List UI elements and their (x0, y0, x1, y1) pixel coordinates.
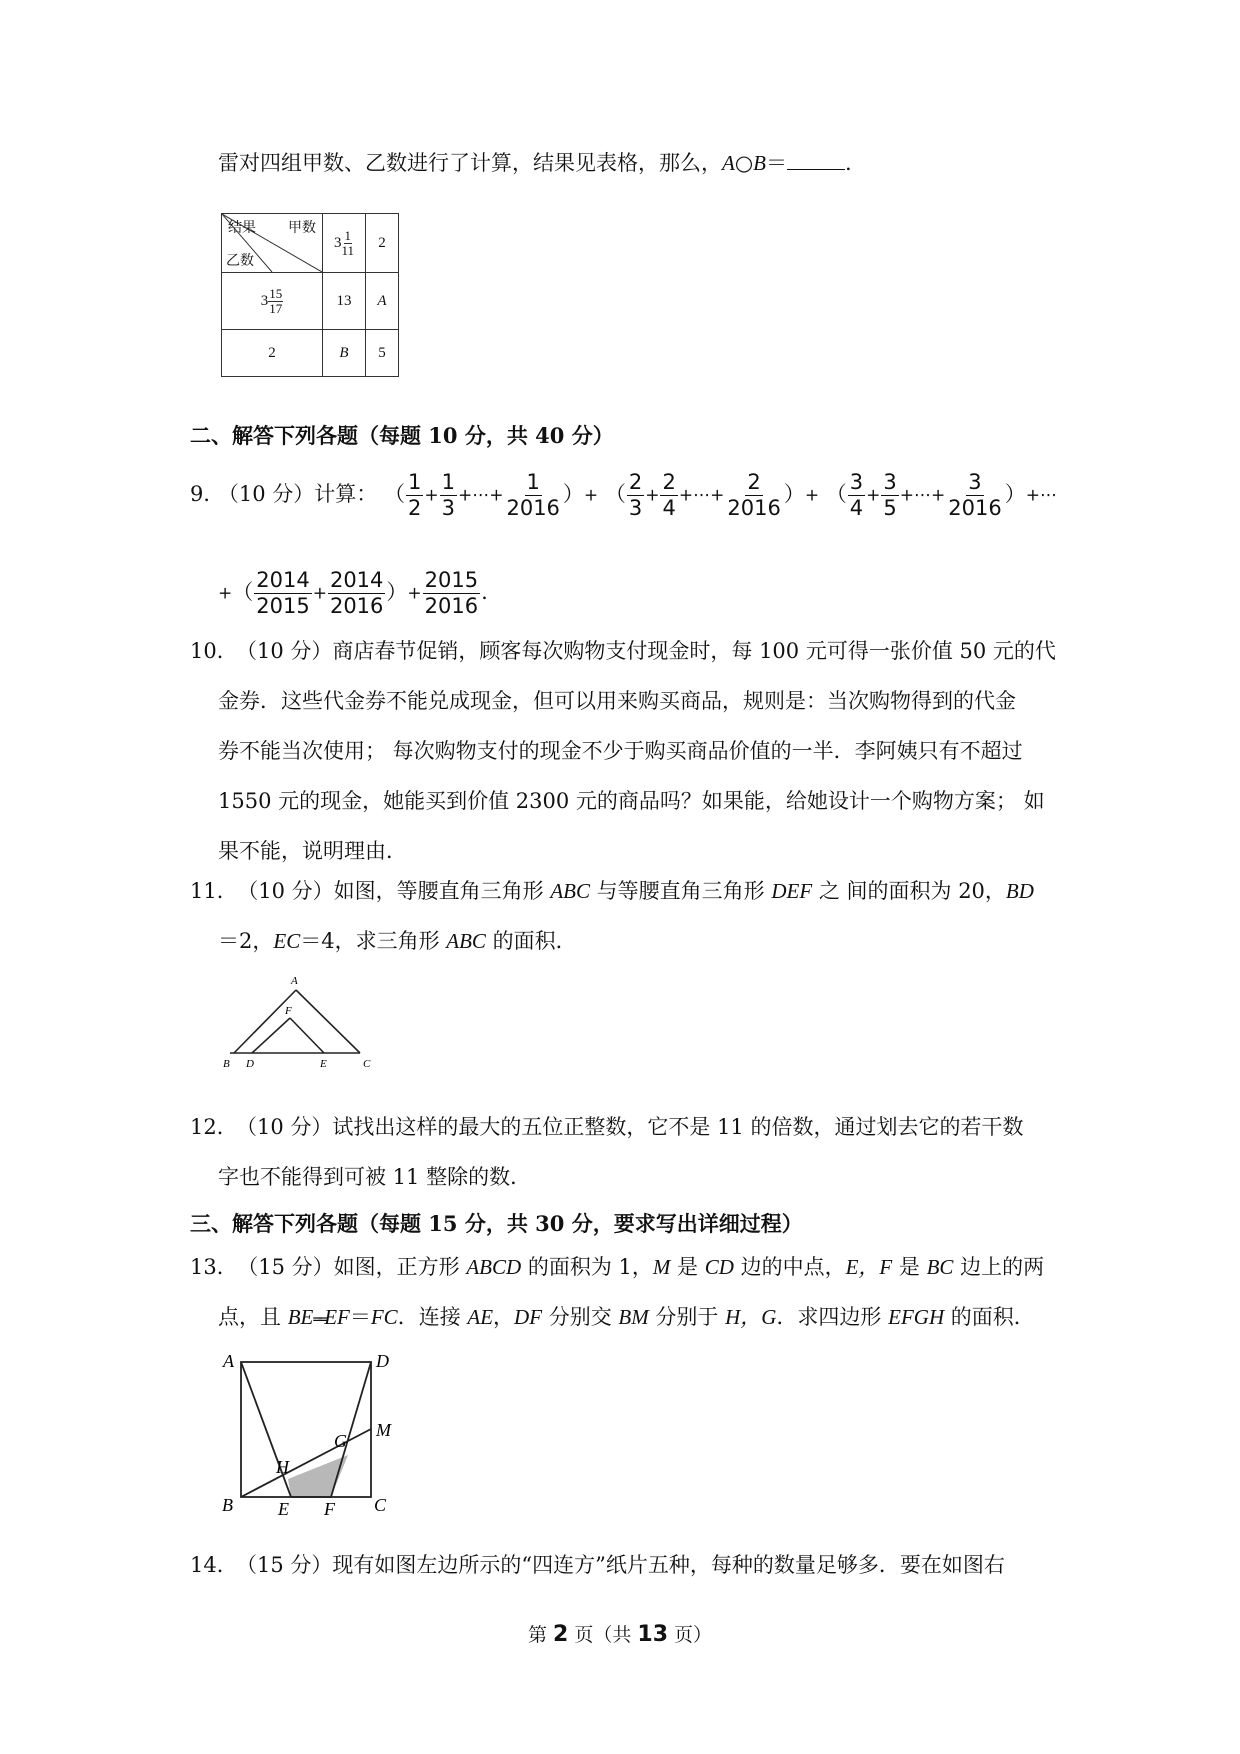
segment-ac (296, 990, 360, 1053)
q11-line2: ＝2，EC＝4，求三角形 ABC 的面积． (218, 929, 577, 953)
label-e: E (278, 1499, 289, 1519)
q10-line: （10 分）商店春节促销，顾客每次购物支付现金时，每 100 元可得一张价值 50 元的代 (236, 639, 1056, 663)
label-c: C (374, 1495, 387, 1515)
q12-num: 12． (190, 1115, 238, 1139)
segment-df (331, 1362, 371, 1497)
q8-line: 雷对四组甲数、乙数进行了计算，结果见表格，那么，A○B＝ . (218, 151, 852, 175)
label-f: F (285, 1005, 292, 1017)
triangle-figure (220, 970, 380, 1075)
section-3-title: 三、解答下列各题（每题 15 分，共 30 分，要求写出详细过程） (190, 1211, 803, 1236)
shaded-quadrilateral-efgh (288, 1455, 348, 1497)
q10-line: 果不能，说明理由． (218, 839, 407, 863)
label-d: D (376, 1351, 389, 1371)
q12-line: （10 分）试找出这样的最大的五位正整数，它不是 11 的倍数，通过划去它的若干数 (236, 1115, 1024, 1139)
q10-line: 1550 元的现金，她能买到价值 2300 元的商品吗？如果能，给她设计一个购物方案； 如 (218, 789, 1045, 813)
q13-line2: 点，且 BE══EF＝FC．连接 AE，DF 分别交 BM 分别于 H，G．求四边形 EFGH 的面积． (218, 1305, 1035, 1329)
table-cell: 13 (323, 273, 366, 330)
table-col2-head: 2 (366, 214, 399, 273)
label-h: H (276, 1457, 289, 1477)
q12-line: 字也不能得到可被 11 整除的数． (218, 1165, 532, 1189)
q9-line1: 9． （10 分）计算： （ $\frac{1}{2}$ + $\frac{1}{3}$ +⋯+ $\frac{1}{2016}$ ）+ （ $\frac{2}{3}$ + $\frac{2}{4}$ +⋯+ $\frac{2}{2016}$ ）+ （ $\frac{3}{4}$ + $\frac{3}{5}$ +⋯+ $\frac{3}{2016}$ ）+⋯ (190, 470, 1057, 520)
result-table (221, 213, 399, 377)
q10-line: 券不能当次使用； 每次购物支付的现金不少于购买商品价值的一半．李阿姨只有不超过 (218, 739, 1023, 763)
total-pages: 13 (637, 1622, 669, 1647)
square-figure (218, 1345, 418, 1520)
table-row2-head: 2 (222, 330, 323, 377)
table-cell: A (366, 273, 399, 330)
q10-line: 金券．这些代金券不能兑成现金，但可以用来购买商品，规则是：当次购物得到的代金 (218, 689, 1016, 713)
label-d: D (246, 1058, 254, 1070)
label-b: B (222, 1495, 233, 1515)
table-col1-head: 3 $\frac{1}{11}$ (323, 214, 366, 273)
page-number: 2 (552, 1622, 569, 1647)
segment-fe (290, 1018, 324, 1053)
table-header-cell: 甲数 结果 乙数 (222, 214, 323, 273)
segment-df (252, 1018, 290, 1053)
q14-num: 14． (190, 1553, 238, 1577)
section-2-title: 二、解答下列各题（每题 10 分，共 40 分） (190, 423, 614, 448)
q9-line2: +（ $\frac{2014}{2015}$ + $\frac{2014}{2016}$ ）+ $\frac{2015}{2016}$ . (218, 568, 488, 618)
table-row1-head: 3 $\frac{15}{17}$ (222, 273, 323, 330)
q11-line1: 11． （10 分）如图，等腰直角三角形 ABC 与等腰直角三角形 DEF 之 间的面积为 20，BD (190, 879, 1034, 903)
label-e: E (320, 1058, 327, 1070)
label-g: G (334, 1431, 347, 1451)
answer-blank (787, 151, 845, 170)
page-footer: 第 2 页（共 13 页） (527, 1622, 713, 1647)
result-table-wrap (221, 213, 399, 377)
table-cell: B (323, 330, 366, 377)
table-cell: 5 (366, 330, 399, 377)
label-a: A (223, 1351, 234, 1371)
label-f: F (324, 1499, 335, 1519)
q14-line: （15 分）现有如图左边所示的“四连方”纸片五种，每种的数量足够多．要在如图右 (236, 1553, 1005, 1577)
label-c: C (363, 1058, 371, 1070)
q13-line1: 13． （15 分）如图，正方形 ABCD 的面积为 1，M 是 CD 边的中点，E，F 是 BC 边上的两 (190, 1255, 1045, 1279)
q10-num: 10． (190, 639, 238, 663)
label-m: M (376, 1420, 391, 1440)
label-b: B (223, 1058, 230, 1070)
label-a: A (291, 975, 298, 987)
